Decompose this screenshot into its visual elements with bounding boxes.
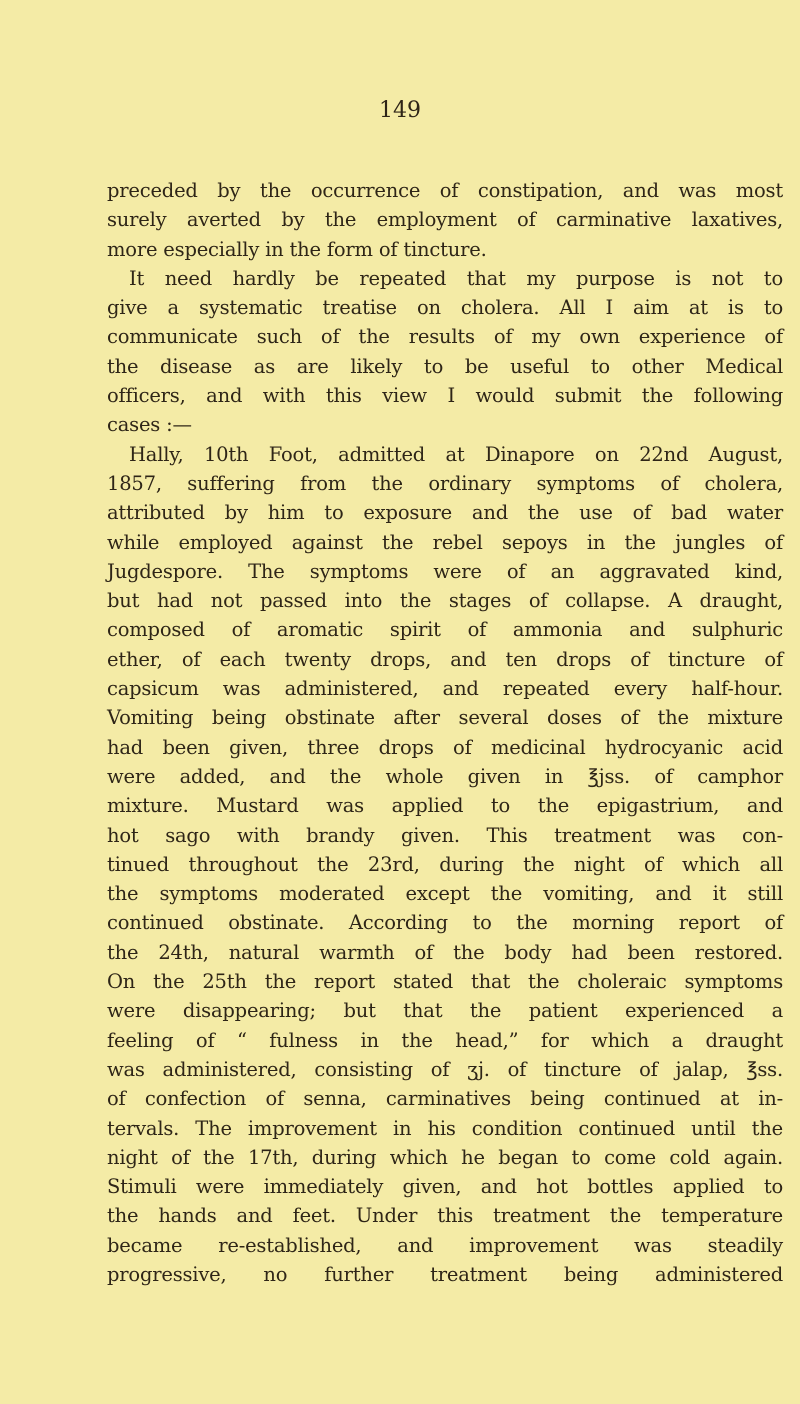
text-line-content: communicate such of the results of my own experience of [107,325,783,349]
text-line [107,1201,783,1230]
text-line [107,322,783,351]
text-line-content: the disease as are likely to be useful to other Medical [107,354,783,378]
text-line-content: progressive, no further treatment being administered [107,1262,783,1286]
text-line [107,1143,783,1172]
text-line [107,1026,783,1055]
text-line-content: but had not passed into the stages of collapse. A draught, [107,589,783,613]
text-line-content: was administered, consisting of ʒj. of tincture of jalap, ℥ss. [107,1057,783,1081]
text-line [107,938,783,967]
text-line [107,1114,783,1143]
text-line [107,1084,783,1113]
text-line [107,528,783,557]
text-line [107,410,783,439]
text-line [107,498,783,527]
text-line-content: tervals. The improvement in his condition continued until the [107,1116,783,1140]
text-line [107,762,783,791]
text-line [107,1260,783,1289]
text-line-content: ether, of each twenty drops, and ten drops of tincture of [107,647,783,671]
text-line [107,674,783,703]
text-line [107,791,783,820]
text-line [107,235,783,264]
text-line [107,205,783,234]
text-line [107,293,783,322]
text-line [107,586,783,615]
text-line-content: were disappearing; but that the patient experienced a [107,999,783,1023]
text-line-content: composed of aromatic spirit of ammonia and sulphuric [107,618,783,642]
text-line-content: officers, and with this view I would submit the following [107,384,783,408]
text-line [107,908,783,937]
text-line-content: It need hardly be repeated that my purpose is not to [129,266,783,290]
text-line-content: the 24th, natural warmth of the body had been restored. [107,940,783,964]
text-line-content: 1857, suffering from the ordinary symptoms of cholera, [107,471,783,495]
text-line [107,733,783,762]
text-line [107,1055,783,1084]
text-line-content: were added, and the whole given in ℥jss. of camphor [107,764,783,788]
text-line [107,469,783,498]
text-line-content: give a systematic treatise on cholera. All I aim at is to [107,296,783,320]
text-line [107,615,783,644]
text-line-content: capsicum was administered, and repeated every half-hour. [107,677,783,701]
text-line [107,381,783,410]
text-line-content: of confection of senna, carminatives being continued at in- [107,1087,783,1111]
text-line [107,1172,783,1201]
text-line-content: continued obstinate. According to the morning report of [107,911,783,935]
text-line [107,440,783,469]
text-line-content: had been given, three drops of medicinal hydrocyanic acid [107,735,783,759]
text-line-content: while employed against the rebel sepoys in the jungles of [107,530,783,554]
text-line-content: preceded by the occurrence of constipation, and was most [107,179,783,202]
text-line-content: feeling of “ fulness in the head,” for which a draught [107,1028,783,1052]
text-line-content: Jugdespore. The symptoms were of an aggravated kind, [107,559,783,583]
body-text [107,176,783,1289]
text-line [107,850,783,879]
text-line [107,645,783,674]
text-line-content: the hands and feet. Under this treatment the temperature [107,1204,783,1228]
text-line [107,176,783,205]
text-line [107,879,783,908]
text-line [107,352,783,381]
text-line [107,557,783,586]
text-line-content: more especially in the form of tincture. [107,237,487,261]
text-line [107,703,783,732]
text-line-content: mixture. Mustard was applied to the epigastrium, and [107,794,783,818]
text-line-content: night of the 17th, during which he began to come cold again. [107,1145,783,1169]
text-line-content: Stimuli were immediately given, and hot bottles applied to [107,1175,783,1199]
text-line-content: Vomiting being obstinate after several doses of the mixture [107,706,783,730]
text-line-content: became re-established, and improvement was steadily [107,1233,783,1257]
text-line [107,967,783,996]
text-line-content: Hally, 10th Foot, admitted at Dinapore on 22nd August, [129,442,783,466]
text-line [107,821,783,850]
text-line-content: surely averted by the employment of carminative laxatives, [107,208,783,232]
text-line [107,1231,783,1260]
text-line [107,264,783,293]
text-line-content: On the 25th the report stated that the choleraic symptoms [107,970,783,994]
text-line-content: attributed by him to exposure and the use of bad water [107,501,783,525]
page-number: 149 [379,98,421,123]
text-line-content: tinued throughout the 23rd, during the night of which all [107,852,783,876]
text-line-content: cases :— [107,413,192,437]
text-line-content: hot sago with brandy given. This treatment was con- [107,823,783,847]
text-line [107,996,783,1025]
text-line-content: the symptoms moderated except the vomiting, and it still [107,882,783,906]
